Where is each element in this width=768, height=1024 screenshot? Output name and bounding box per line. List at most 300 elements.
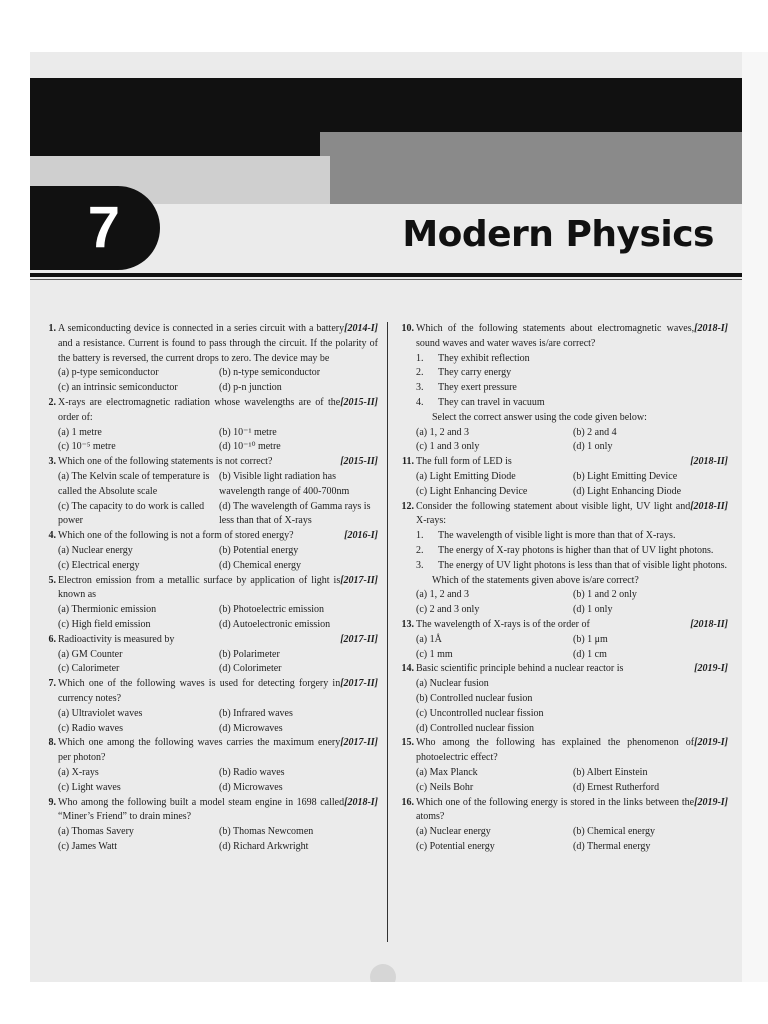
answer-option: [573, 766, 730, 781]
answer-option: [58, 440, 219, 455]
answer-option: [58, 662, 219, 677]
question-text: Which of the following statements about electromagnetic waves, sound waves and water waves is/are correct?: [416, 323, 695, 349]
question-stem: [396, 322, 730, 352]
option-letter: (b): [573, 826, 585, 838]
option-text: Infrared waves: [233, 707, 293, 719]
option-letter: (b): [573, 470, 585, 482]
answer-option: [573, 825, 730, 840]
option-text: Polarimeter: [233, 648, 280, 660]
option-letter: (a): [58, 766, 70, 778]
answer-option: [416, 633, 573, 648]
option-letter: (d): [219, 722, 231, 734]
question-block: [38, 796, 380, 855]
option-letter: (d): [573, 648, 585, 660]
answer-option: [416, 485, 573, 500]
option-text: Ultraviolet waves: [71, 707, 143, 719]
option-letter: (b): [416, 692, 428, 704]
answer-option: [219, 766, 380, 781]
question-stem: [396, 736, 730, 766]
option-text: The Kelvin scale of temperature is called the Absolute scale: [58, 470, 210, 497]
option-letter: (d): [573, 840, 585, 852]
answer-option: [396, 677, 730, 692]
answer-option: [573, 840, 730, 855]
option-row: [396, 648, 730, 663]
title-rule-thin: [30, 279, 742, 280]
question-block: [38, 529, 380, 573]
option-letter: (d): [219, 618, 231, 630]
option-text: 10⁻¹⁰ metre: [233, 441, 281, 453]
option-letter: (d): [416, 722, 428, 734]
answer-option: [58, 781, 219, 796]
exam-year: [2018-I]: [694, 323, 728, 334]
question-stem: [38, 396, 380, 426]
option-text: Light Enhancing Device: [429, 485, 528, 497]
option-text: 1 cm: [587, 648, 607, 660]
answer-option: [416, 588, 573, 603]
question-text: Which one of the following statements is not correct?: [58, 456, 273, 468]
answer-option: [416, 825, 573, 840]
option-letter: (c): [58, 663, 70, 675]
option-text: Photoelectric emission: [233, 604, 324, 616]
question-number: 15.: [401, 737, 414, 749]
statement-number: 1.: [416, 352, 424, 364]
answer-option: [58, 366, 219, 381]
question-text: Basic scientific principle behind a nuclear reactor is: [416, 663, 624, 675]
answer-option: [219, 781, 380, 796]
answer-option: [219, 707, 380, 722]
question-block: [38, 322, 380, 396]
option-letter: (a): [58, 426, 70, 438]
question-number: 7.: [48, 678, 56, 690]
option-letter: (a): [58, 470, 70, 482]
question-text: Consider the following statement about visible light, UV light and X-rays:: [416, 500, 691, 527]
answer-option: [573, 603, 730, 618]
exam-year: [2018-II]: [690, 618, 728, 630]
answer-option: [573, 588, 730, 603]
option-letter: (c): [416, 707, 428, 719]
column-divider: [387, 322, 388, 942]
question-block: [396, 455, 730, 499]
answer-option: [219, 470, 380, 500]
option-row: [396, 766, 730, 781]
option-text: Autoelectronic emission: [232, 618, 331, 630]
option-text: Light waves: [71, 781, 121, 793]
statement-item: [396, 559, 730, 574]
answer-option: [416, 426, 573, 441]
option-text: Thermal energy: [587, 840, 651, 852]
option-letter: (a): [416, 470, 428, 482]
statement-text: They exhibit reflection: [438, 352, 530, 364]
answer-option: [58, 840, 219, 855]
question-stem: [38, 736, 380, 766]
option-row: [396, 485, 730, 500]
question-block: [396, 618, 730, 662]
answer-option: [416, 766, 573, 781]
option-text: 1 μm: [587, 633, 608, 645]
answer-option: [58, 618, 219, 633]
option-letter: (d): [219, 559, 231, 571]
question-text: Who among the following has explained the phenomenon of photoelectric effect?: [416, 737, 695, 764]
answer-option: [573, 485, 730, 500]
exam-year: [2019-I]: [694, 796, 728, 808]
answer-option: [219, 381, 380, 396]
option-text: GM Counter: [71, 648, 123, 660]
answer-option: [396, 722, 730, 737]
option-letter: (a): [58, 707, 70, 719]
option-row: [396, 440, 730, 455]
exam-year: [2015-II]: [340, 396, 378, 408]
question-text: A semiconducting device is connected in a series circuit with a battery and a resistance. Current is found to pass through the circuit. If the polarity of the battery is reversed, the current drops to zero. The device may be: [58, 323, 378, 364]
option-letter: (c): [416, 648, 428, 660]
option-text: p-n junction: [233, 382, 282, 394]
option-text: Thomas Newcomen: [233, 826, 314, 838]
answer-option: [219, 722, 380, 737]
option-text: Nuclear energy: [71, 544, 133, 556]
statement-item: [396, 529, 730, 544]
answer-option: [219, 840, 380, 855]
answer-option: [219, 603, 380, 618]
option-row: [38, 618, 380, 633]
answer-option: [58, 544, 219, 559]
option-row: [38, 426, 380, 441]
statement-number: 2.: [416, 367, 424, 379]
option-text: James Watt: [71, 840, 117, 852]
option-row: [38, 648, 380, 663]
answer-option: [219, 500, 380, 530]
statement-text: The wavelength of visible light is more than that of X-rays.: [438, 530, 676, 542]
option-text: 1 only: [587, 441, 613, 453]
question-number: 13.: [401, 618, 414, 630]
option-row: [38, 825, 380, 840]
option-letter: (a): [416, 678, 428, 690]
answer-option: [219, 648, 380, 663]
option-text: Thermionic emission: [71, 604, 157, 616]
option-text: Richard Arkwright: [233, 840, 309, 852]
option-letter: (a): [416, 766, 428, 778]
option-letter: (a): [58, 604, 70, 616]
exam-year: [2016-I]: [344, 530, 378, 542]
answer-option: [416, 781, 573, 796]
option-text: Neils Bohr: [429, 781, 474, 793]
option-letter: (a): [58, 648, 70, 660]
option-row: [38, 707, 380, 722]
option-text: Uncontrolled nuclear fission: [429, 707, 544, 719]
option-text: Chemical energy: [587, 826, 656, 838]
statement-number: 1.: [416, 530, 424, 542]
answer-option: [573, 781, 730, 796]
option-letter: (c): [58, 840, 70, 852]
option-letter: (b): [219, 648, 231, 660]
question-text: The full form of LED is: [416, 456, 512, 468]
option-text: 10⁻⁵ metre: [71, 441, 116, 453]
exam-year: [2015-II]: [340, 456, 378, 468]
question-block: [396, 662, 730, 736]
statement-item: [396, 352, 730, 367]
answer-option: [58, 426, 219, 441]
question-text: Electron emission from a metallic surface by application of light is known as: [58, 574, 341, 601]
option-letter: (d): [219, 500, 231, 512]
option-letter: (d): [219, 441, 231, 453]
answer-option: [58, 559, 219, 574]
question-block: [38, 677, 380, 736]
option-letter: (b): [219, 426, 231, 438]
option-letter: (b): [219, 826, 231, 838]
option-row: [38, 366, 380, 381]
option-row: [396, 633, 730, 648]
question-text: Which one of the following is not a form of stored energy?: [58, 530, 294, 542]
question-number: 2.: [48, 396, 56, 408]
question-number: 6.: [48, 633, 56, 645]
option-letter: (c): [416, 781, 428, 793]
scan-margin: [742, 52, 768, 982]
question-stem: [38, 574, 380, 604]
option-text: Calorimeter: [71, 663, 120, 675]
answer-option: [573, 470, 730, 485]
statement-text: They can travel in vacuum: [438, 396, 545, 408]
option-text: 1 and 2 only: [587, 589, 637, 601]
page-ornament: [370, 964, 396, 982]
question-number: 8.: [48, 737, 56, 749]
book-page: [30, 52, 742, 982]
option-text: Nuclear fusion: [429, 678, 489, 690]
question-block: [396, 322, 730, 455]
option-letter: (b): [219, 707, 231, 719]
answer-option: [58, 603, 219, 618]
select-instruction: Which of the statements given above is/are correct?: [432, 574, 639, 586]
option-letter: (c): [58, 382, 70, 394]
answer-option: [58, 766, 219, 781]
option-letter: (a): [58, 544, 70, 556]
option-letter: (a): [416, 589, 428, 601]
answer-option: [58, 648, 219, 663]
option-text: 1, 2 and 3: [429, 589, 470, 601]
statement-item: [396, 381, 730, 396]
option-letter: (b): [219, 367, 231, 379]
option-letter: (c): [58, 618, 70, 630]
answer-option: [416, 440, 573, 455]
question-text: Which one of the following waves is used for detecting forgery in currency notes?: [58, 678, 341, 704]
option-text: 2 and 4: [587, 426, 617, 438]
option-letter: (a): [416, 826, 428, 838]
option-letter: (c): [58, 722, 70, 734]
question-number: 3.: [48, 456, 56, 468]
option-text: High field emission: [71, 618, 151, 630]
question-number: 16.: [401, 796, 414, 808]
option-text: Chemical energy: [233, 559, 302, 571]
statement-text: The energy of UV light photons is less than that of visible light photons.: [438, 559, 728, 571]
exam-year: [2017-II]: [340, 678, 378, 690]
option-letter: (c): [416, 441, 428, 453]
answer-option: [58, 500, 219, 530]
option-letter: (d): [219, 382, 231, 394]
question-number: 1.: [48, 323, 56, 334]
option-letter: (b): [219, 766, 231, 778]
option-row: [38, 722, 380, 737]
answer-option: [573, 426, 730, 441]
right-column: [396, 322, 730, 855]
option-text: 1, 2 and 3: [429, 426, 470, 438]
option-row: [38, 500, 380, 530]
option-text: 10⁻¹ metre: [233, 426, 277, 438]
answer-option: [58, 707, 219, 722]
exam-year: [2018-I]: [344, 796, 378, 808]
statement-item: [396, 396, 730, 411]
option-row: [396, 781, 730, 796]
option-letter: (c): [416, 604, 428, 616]
exam-year: [2019-I]: [694, 663, 728, 675]
question-text: Which one among the following waves carries the maximum enery per photon?: [58, 737, 341, 764]
option-text: Albert Einstein: [586, 766, 648, 778]
answer-option: [219, 426, 380, 441]
option-letter: (c): [416, 485, 428, 497]
option-row: [38, 381, 380, 396]
option-letter: (a): [58, 826, 70, 838]
question-stem: [38, 677, 380, 707]
question-stem: [38, 322, 380, 366]
option-text: Potential energy: [233, 544, 299, 556]
option-letter: (b): [219, 470, 231, 482]
option-text: Nuclear energy: [429, 826, 491, 838]
option-row: [38, 544, 380, 559]
statement-number: 3.: [416, 559, 424, 571]
exam-year: [2019-I]: [694, 737, 728, 749]
option-text: Radio waves: [71, 722, 123, 734]
answer-option: [219, 559, 380, 574]
question-text: Who among the following built a model steam engine in 1698 called “Miner’s Friend” to drain mines?: [58, 796, 345, 823]
question-block: [38, 455, 380, 529]
option-text: Light Emitting Device: [587, 470, 678, 482]
answer-option: [58, 381, 219, 396]
question-block: [38, 633, 380, 677]
option-row: [38, 559, 380, 574]
question-number: 4.: [48, 530, 56, 542]
statement-number: 2.: [416, 544, 424, 556]
statement-text: They exert pressure: [438, 382, 517, 394]
option-letter: (c): [58, 781, 70, 793]
answer-option: [573, 633, 730, 648]
option-text: Light Emitting Diode: [429, 470, 516, 482]
option-text: Colorimeter: [233, 663, 282, 675]
option-row: [396, 470, 730, 485]
statement-number: 3.: [416, 382, 424, 394]
question-stem: [396, 796, 730, 826]
chapter-title: Modern Physics: [402, 214, 714, 255]
option-letter: (a): [416, 633, 428, 645]
exam-year: [2017-II]: [340, 633, 378, 645]
answer-option: [416, 470, 573, 485]
exam-year: [2018-II]: [690, 500, 728, 512]
answer-option: [219, 366, 380, 381]
option-letter: (d): [573, 485, 585, 497]
chapter-badge: [30, 186, 160, 270]
question-stem: [38, 529, 380, 544]
option-row: [38, 440, 380, 455]
question-number: 5.: [48, 574, 56, 586]
option-letter: (b): [219, 604, 231, 616]
answer-option: [219, 662, 380, 677]
question-stem: [396, 618, 730, 633]
option-text: Microwaves: [233, 722, 283, 734]
option-letter: (d): [219, 663, 231, 675]
option-text: 1 mm: [429, 648, 453, 660]
question-text: Radioactivity is measured by: [58, 633, 175, 645]
statement-item: [396, 366, 730, 381]
question-block: [38, 396, 380, 455]
header-band-grey: [320, 132, 742, 204]
question-stem: [396, 662, 730, 677]
option-letter: (d): [573, 781, 585, 793]
option-text: Thomas Savery: [71, 826, 134, 838]
option-letter: (c): [58, 559, 70, 571]
option-text: Potential energy: [429, 840, 495, 852]
option-row: [38, 470, 380, 500]
option-letter: (d): [219, 840, 231, 852]
question-text: X-rays are electromagnetic radiation whose wavelengths are of the order of:: [58, 396, 341, 423]
option-text: 1 only: [587, 604, 613, 616]
option-text: Electrical energy: [71, 559, 140, 571]
option-letter: (b): [573, 589, 585, 601]
exam-year: [2017-II]: [340, 574, 378, 586]
left-column: [38, 322, 380, 855]
question-number: 9.: [48, 796, 56, 808]
option-letter: (a): [416, 426, 428, 438]
statement-text: The energy of X-ray photons is higher than that of UV light photons.: [438, 544, 714, 556]
answer-option: [219, 544, 380, 559]
exam-year: [2017-II]: [340, 737, 378, 749]
question-stem: [38, 455, 380, 470]
answer-option: [416, 840, 573, 855]
option-text: Max Planck: [429, 766, 478, 778]
option-row: [38, 766, 380, 781]
title-rule: [30, 273, 742, 277]
option-row: [38, 603, 380, 618]
option-text: 1 and 3 only: [429, 441, 480, 453]
answer-option: [396, 692, 730, 707]
question-block: [396, 796, 730, 855]
question-number: 12.: [401, 500, 414, 512]
option-letter: (d): [573, 604, 585, 616]
exam-year: [2014-I]: [344, 323, 378, 334]
answer-option: [58, 722, 219, 737]
option-letter: (c): [58, 441, 70, 453]
question-number: 11.: [402, 456, 414, 468]
question-number: 14.: [401, 663, 414, 675]
option-text: Radio waves: [233, 766, 285, 778]
question-block: [396, 736, 730, 795]
option-text: The wavelength of Gamma rays is less than that of X-rays: [219, 500, 371, 527]
option-letter: (b): [573, 633, 585, 645]
answer-option: [416, 648, 573, 663]
question-stem: [396, 455, 730, 470]
question-block: [38, 574, 380, 633]
option-letter: (d): [219, 781, 231, 793]
question-text: Which one of the following energy is stored in the links between the atoms?: [416, 796, 695, 823]
option-text: Ernest Rutherford: [587, 781, 660, 793]
question-stem: [38, 633, 380, 648]
chapter-number: 7: [87, 195, 120, 260]
option-letter: (b): [219, 544, 231, 556]
option-text: 1 metre: [71, 426, 102, 438]
option-text: The capacity to do work is called power: [58, 500, 205, 527]
select-instruction: Select the correct answer using the code given below:: [432, 411, 647, 423]
question-stem: [396, 500, 730, 530]
option-text: Controlled nuclear fission: [430, 722, 535, 734]
question-stem: [38, 796, 380, 826]
question-text: The wavelength of X-rays is of the order of: [416, 618, 590, 630]
question-block: [38, 736, 380, 795]
statement-item: [396, 544, 730, 559]
option-text: Controlled nuclear fusion: [430, 692, 533, 704]
